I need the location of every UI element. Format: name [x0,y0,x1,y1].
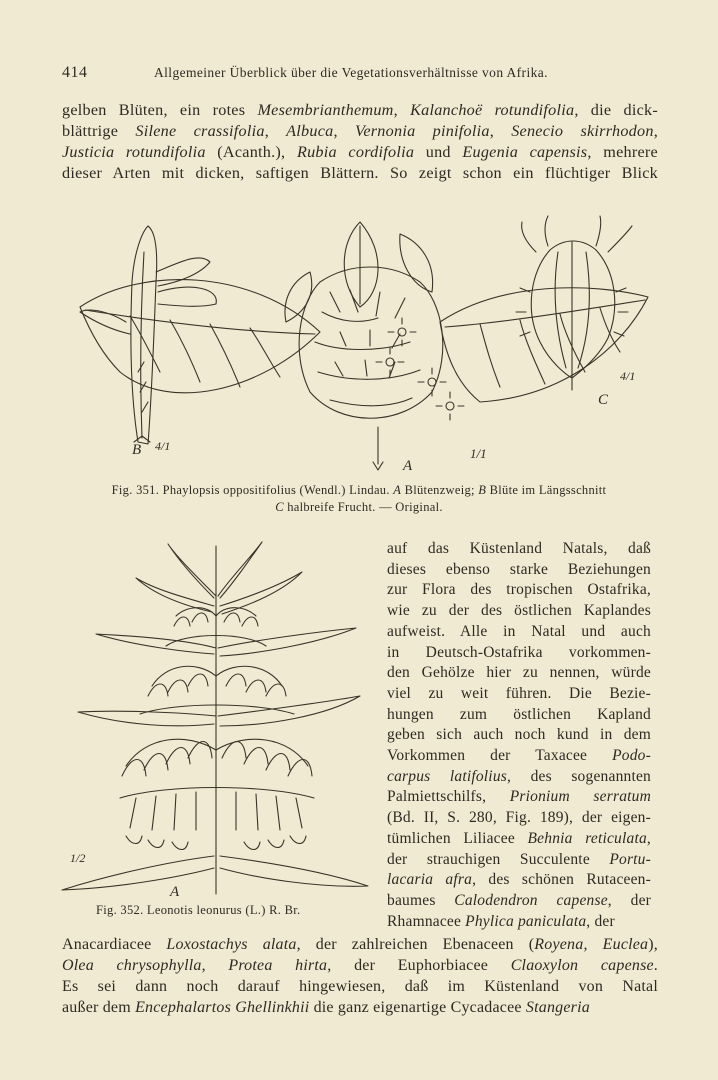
text-line [387,684,651,705]
text-run: Rhamnacee [387,912,466,930]
italic-run: Silene crassifolia [135,122,265,140]
italic-run: B [478,483,487,497]
text-run: (Bd. II, S. 280, Fig. 189), der eigen- [387,809,651,827]
flower-small-4 [436,392,464,420]
text-run: (Acanth.), [205,143,297,161]
text-run: in Deutsch-Ostafrika vorkommen- [387,643,651,661]
text-run: . [653,957,658,974]
label-b: B [132,442,142,458]
page-header [62,64,658,84]
text-line [62,997,658,1018]
text-run: Palmiettschilfs, [387,788,510,806]
italic-run: Loxostachys alata [166,936,297,953]
text-line [387,912,651,933]
text-run: geben sich auch noch kund in dem [387,726,651,744]
text-run: Blütenzweig; [401,483,479,497]
text-run: , [653,122,658,140]
figure-352-illustration [56,536,372,900]
text-line [62,142,658,163]
italic-run: Olea chrysophylla [62,957,202,974]
text-run: blättrige [62,122,136,140]
text-line [62,976,658,997]
text-line [62,934,658,955]
text-run: der strauchigen Succulente [387,850,610,868]
text-run: Blüte im Längsschnitt [486,483,607,497]
italic-run: Euclea [602,936,649,953]
fruit-c [516,216,632,390]
italic-run: carpus latifolius [387,767,508,785]
figure-351-caption-line-2 [60,499,658,516]
text-run: , die dick- [574,101,658,119]
text-line [387,891,651,912]
label-c: C [598,392,609,408]
italic-run: Eugenia capensis [462,143,588,161]
text-line [387,725,651,746]
figure-352-drawing [56,536,372,900]
italic-run: Mesembrianthemum [257,101,394,119]
text-run: hungen zum östlichen Kapland [387,705,651,723]
leaf-left [80,280,320,393]
figure-351-illustration [60,212,660,480]
italic-run: Royena [534,936,584,953]
flower-small-1 [388,318,416,346]
italic-run: Stangeria [525,999,590,1016]
bottom-paragraph [62,934,658,1018]
text-line [387,601,651,622]
flower-whorl-2 [140,666,294,714]
top-paragraph [62,100,658,184]
italic-run: Behnia reticulata [527,829,647,847]
italic-run: A [393,483,402,497]
flower-small-2 [376,348,404,376]
italic-run: Kalanchoë rotundifolia [410,101,575,119]
text-run: viel zu weit führen. Die Bezie- [387,684,651,702]
italic-run: Prionium serratum [509,788,651,806]
text-run: ), [648,936,658,953]
italic-run: Encephalartos Ghellinkhii [135,999,310,1016]
text-run: Fig. 351. Phaylopsis oppositifolius (Wendl.) Lindau. [111,483,394,497]
text-line [387,829,651,850]
text-run: tümlichen Liliacee [387,829,528,847]
text-run: , [333,122,355,140]
label-a: A [403,458,413,474]
text-run: , des schönen Rutaceen- [472,871,651,889]
text-run: , [583,936,603,953]
italic-run: Vernonia pinifolia [354,122,490,140]
text-line [387,870,651,891]
text-run: auf das Küstenland Natals, daß [387,540,651,557]
figure-351-caption [60,482,658,516]
text-run: , [393,101,411,119]
scale-fig352: 1/2 [70,851,86,865]
text-run: zur Flora des tropischen Ostafrika, [387,581,651,599]
text-line [62,121,658,142]
flower-whorl-3 [120,739,314,849]
running-head: Allgemeiner Überblick über die Vegetationsverhältnisse von Afrika. [154,65,548,80]
italic-run: Phylica paniculata [465,912,587,930]
text-line [387,560,651,581]
text-run: , der zahlreichen Ebenaceen ( [296,936,535,953]
text-line [387,705,651,726]
text-run: baumes [387,891,455,909]
text-run: , [264,122,287,140]
text-run: , mehrere [587,143,658,161]
text-line [62,100,658,121]
flowering-branch-a [285,222,464,470]
text-line [387,539,651,560]
text-run: dieser Arten mit dicken, saftigen Blättern. So zeigt schon ein flüchtiger Blick [62,164,658,182]
italic-run: Protea hirta [228,957,328,974]
text-line [62,955,658,976]
text-run: gelben Blüten, ein rotes [62,101,258,119]
flower-small-3 [418,368,446,396]
text-run: , des sogenannten [507,767,652,785]
text-run: , [489,122,512,140]
scale-c: 4/1 [620,369,636,383]
label-a-fig352: A [170,884,180,900]
text-run: die ganz eigenartige Cycadacee [309,999,526,1016]
figure-352-caption: Fig. 352. Leonotis leonurus (L.) R. Br. [96,903,301,917]
text-line [387,643,651,664]
side-column-text [387,539,651,932]
text-run: , der [586,912,615,930]
scale-b: 4/1 [155,439,171,453]
text-run: Vorkommen der Taxacee [387,747,613,765]
text-line [387,787,651,808]
text-line [387,580,651,601]
text-run: Anacardiacee [62,936,167,953]
text-run: , der Euphorbiacee [327,957,511,974]
text-run: außer dem [62,999,136,1016]
page-number: 414 [62,64,88,81]
text-run: den Gehölze hier zu nennen, würde [387,664,651,682]
text-run: , [201,957,229,974]
italic-run: Portu- [609,850,651,868]
italic-run: Rubia cordifolia [296,143,415,161]
text-line [387,622,651,643]
italic-run: lacaria afra [387,871,473,889]
text-run: halbreife Frucht. — Original. [283,500,443,514]
text-line [387,746,651,767]
scale-a: 1/1 [470,446,487,461]
text-line [387,850,651,871]
italic-run: C [275,500,284,514]
text-run: , der [607,891,652,909]
italic-run: Albuca [286,122,334,140]
figure-351-drawing [60,212,660,480]
italic-run: Claoxylon capense [510,957,654,974]
flower-section-b [80,226,216,444]
text-run: und [414,143,463,161]
italic-run: Calodendron capense [454,891,608,909]
text-line [387,808,651,829]
italic-run: Senecio skirrhodon [511,122,654,140]
text-run: Es sei dann noch darauf hingewiesen, daß im Küstenland von Natal [62,978,658,995]
text-run: wie zu der des östlichen Kaplandes [387,602,651,620]
text-run: dieses ebenso starke Beziehungen [387,560,651,578]
figure-351-caption-line-1 [60,482,658,499]
italic-run: Podo- [612,747,651,765]
text-run: , [646,829,651,847]
text-run: aufweist. Alle in Natal und auch [387,622,651,640]
text-line [387,767,651,788]
text-line [387,663,651,684]
text-line [62,163,658,184]
italic-run: Justicia rotundifolia [62,143,206,161]
